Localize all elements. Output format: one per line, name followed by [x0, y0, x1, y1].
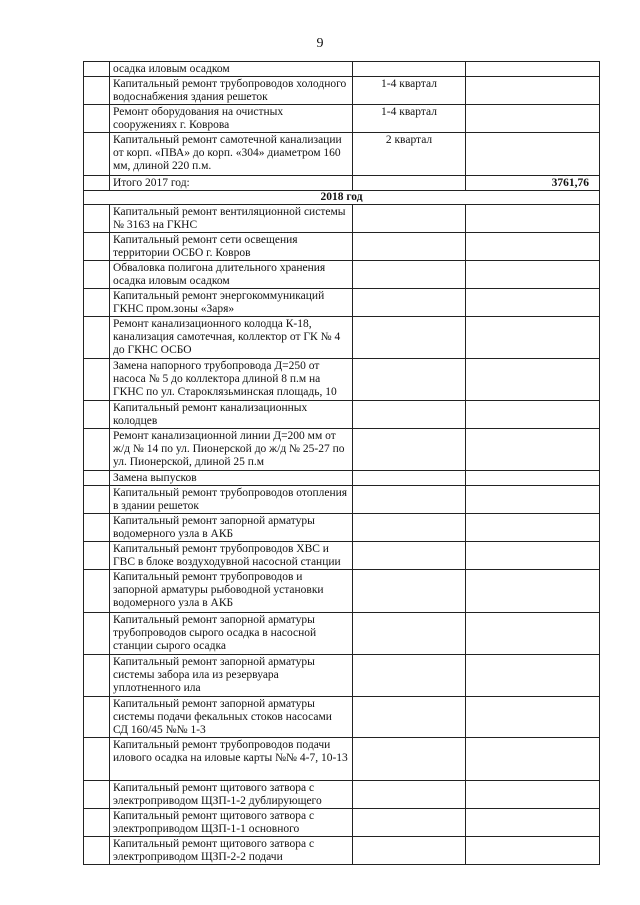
period-cell: [353, 359, 466, 401]
table-row: [84, 655, 600, 697]
table-row: [84, 570, 600, 613]
table-row: [84, 317, 600, 359]
period-cell: [353, 655, 466, 697]
period-cell: [353, 781, 466, 809]
period-cell: [353, 738, 466, 781]
amount-cell: [466, 542, 600, 570]
row-number-cell: [84, 317, 110, 359]
period-cell: [353, 429, 466, 471]
period-cell: [353, 809, 466, 837]
table-row: [84, 205, 600, 233]
table-row: [84, 233, 600, 261]
work-name-cell: Капитальный ремонт канализационных колодцев: [110, 401, 353, 429]
period-cell: [353, 542, 466, 570]
row-number-cell: [84, 837, 110, 865]
row-number-cell: [84, 429, 110, 471]
amount-cell: [466, 233, 600, 261]
work-name-cell: Капитальный ремонт сети освещения территории ОСБО г. Ковров: [110, 233, 353, 261]
period-cell: [353, 613, 466, 655]
table-row: [84, 133, 600, 176]
amount-cell: [466, 261, 600, 289]
work-name-cell: Замена напорного трубопровода Д=250 от насоса № 5 до коллектора длиной 8 п.м на ГКНС по ул. Староклязьминская площадь, 10: [110, 359, 353, 401]
table-row: [84, 542, 600, 570]
work-name-cell: Замена выпусков: [110, 471, 353, 486]
amount-cell: [466, 317, 600, 359]
row-number-cell: [84, 738, 110, 781]
row-number-cell: [84, 471, 110, 486]
work-name-cell: Капитальный ремонт трубопроводов отопления в здании решеток: [110, 486, 353, 514]
work-name-cell: Ремонт канализационной линии Д=200 мм от ж/д № 14 по ул. Пионерской до ж/д № 25-27 по ул. Пионерской, длиной 25 п.м: [110, 429, 353, 471]
work-name-cell: Капитальный ремонт запорной арматуры водомерного узла в АКБ: [110, 514, 353, 542]
work-name-cell: осадка иловым осадком: [110, 62, 353, 77]
amount-cell: [466, 471, 600, 486]
total-row: [84, 176, 600, 191]
amount-cell: [466, 486, 600, 514]
table-row: [84, 781, 600, 809]
period-cell: [353, 317, 466, 359]
work-name-cell: Капитальный ремонт энергокоммуникаций ГКНС пром.зоны «Заря»: [110, 289, 353, 317]
amount-cell: [466, 655, 600, 697]
row-number-cell: [84, 261, 110, 289]
amount-cell: [466, 738, 600, 781]
table-row: [84, 289, 600, 317]
period-cell: [353, 514, 466, 542]
row-number-cell: [84, 542, 110, 570]
period-cell: [353, 570, 466, 613]
table-row: [84, 261, 600, 289]
table-row: [84, 514, 600, 542]
work-name-cell: Капитальный ремонт запорной арматуры системы подачи фекальных стоков насосами СД 160/45 №№ 1-3: [110, 697, 353, 738]
table-row: [84, 486, 600, 514]
amount-cell: [466, 289, 600, 317]
period-cell: [353, 401, 466, 429]
period-cell: [353, 486, 466, 514]
work-name-cell: Капитальный ремонт вентиляционной системы № 3163 на ГКНС: [110, 205, 353, 233]
period-cell: [353, 62, 466, 77]
amount-cell: [466, 77, 600, 105]
period-cell: 2 квартал: [353, 133, 466, 176]
row-number-cell: [84, 359, 110, 401]
amount-cell: [466, 359, 600, 401]
row-number-cell: [84, 570, 110, 613]
period-cell: [353, 289, 466, 317]
year-header: 2018 год: [84, 191, 600, 205]
table-row: [84, 77, 600, 105]
period-cell: [353, 233, 466, 261]
work-name-cell: Капитальный ремонт трубопроводов и запорной арматуры рыбоводной установки водомерного узла в АКБ: [110, 570, 353, 613]
work-name-cell: Обваловка полигона длительного хранения осадка иловым осадком: [110, 261, 353, 289]
work-name-cell: Капитальный ремонт запорной арматуры трубопроводов сырого осадка в насосной станции сырого осадка: [110, 613, 353, 655]
work-name-cell: Ремонт канализационного колодца К-18, канализация самотечная, коллектор от ГК № 4 до ГКНС ОСБО: [110, 317, 353, 359]
row-number-cell: [84, 781, 110, 809]
amount-cell: [466, 781, 600, 809]
row-number-cell: [84, 401, 110, 429]
amount-cell: [466, 401, 600, 429]
total-label: Итого 2017 год:: [110, 176, 353, 191]
amount-cell: [466, 514, 600, 542]
row-number-cell: [84, 613, 110, 655]
period-cell: [353, 697, 466, 738]
row-number-cell: [84, 486, 110, 514]
amount-cell: [466, 570, 600, 613]
row-number-cell: [84, 655, 110, 697]
work-name-cell: Капитальный ремонт самотечной канализации от корп. «ПВА» до корп. «304» диаметром 160 мм, длиной 220 п.м.: [110, 133, 353, 176]
row-number-cell: [84, 809, 110, 837]
period-cell: 1-4 квартал: [353, 105, 466, 133]
table-row: [84, 105, 600, 133]
work-name-cell: Капитальный ремонт трубопроводов холодного водоснабжения здания решеток: [110, 77, 353, 105]
period-cell: [353, 205, 466, 233]
row-number-cell: [84, 697, 110, 738]
amount-cell: [466, 809, 600, 837]
table-row: [84, 613, 600, 655]
amount-cell: [466, 697, 600, 738]
amount-cell: [466, 613, 600, 655]
table-row: [84, 429, 600, 471]
row-number-cell: [84, 205, 110, 233]
work-name-cell: Капитальный ремонт трубопроводов ХВС и ГВС в блоке воздуходувной насосной станции: [110, 542, 353, 570]
table-row: [84, 837, 600, 865]
amount-cell: [466, 105, 600, 133]
amount-cell: [466, 205, 600, 233]
work-name-cell: Капитальный ремонт щитового затвора с электроприводом ЩЗП-1-1 основного: [110, 809, 353, 837]
total-amount: 3761,76: [466, 176, 600, 191]
table-row: [84, 809, 600, 837]
amount-cell: [466, 62, 600, 77]
work-name-cell: Капитальный ремонт щитового затвора с электроприводом ЩЗП-2-2 подачи: [110, 837, 353, 865]
row-number-cell: [84, 289, 110, 317]
amount-cell: [466, 429, 600, 471]
period-cell: [353, 261, 466, 289]
work-name-cell: Капитальный ремонт трубопроводов подачи илового осадка на иловые карты №№ 4-7, 10-13: [110, 738, 353, 781]
period-cell: [353, 837, 466, 865]
work-name-cell: Капитальный ремонт запорной арматуры системы забора ила из резервуара уплотненного ила: [110, 655, 353, 697]
table-row: [84, 697, 600, 738]
row-number-cell: [84, 514, 110, 542]
work-name-cell: Капитальный ремонт щитового затвора с электроприводом ЩЗП-1-2 дублирующего: [110, 781, 353, 809]
table-row: [84, 62, 600, 77]
amount-cell: [466, 837, 600, 865]
page-number: 9: [316, 36, 324, 51]
amount-cell: [466, 133, 600, 176]
table-row: [84, 401, 600, 429]
row-number-cell: [84, 233, 110, 261]
work-name-cell: Ремонт оборудования на очистных сооружениях г. Коврова: [110, 105, 353, 133]
table-row: [84, 471, 600, 486]
table-row: [84, 359, 600, 401]
period-cell: 1-4 квартал: [353, 77, 466, 105]
year-header-row: [84, 191, 600, 205]
table-row: [84, 738, 600, 781]
work-plan-table: [83, 61, 600, 865]
period-cell: [353, 471, 466, 486]
